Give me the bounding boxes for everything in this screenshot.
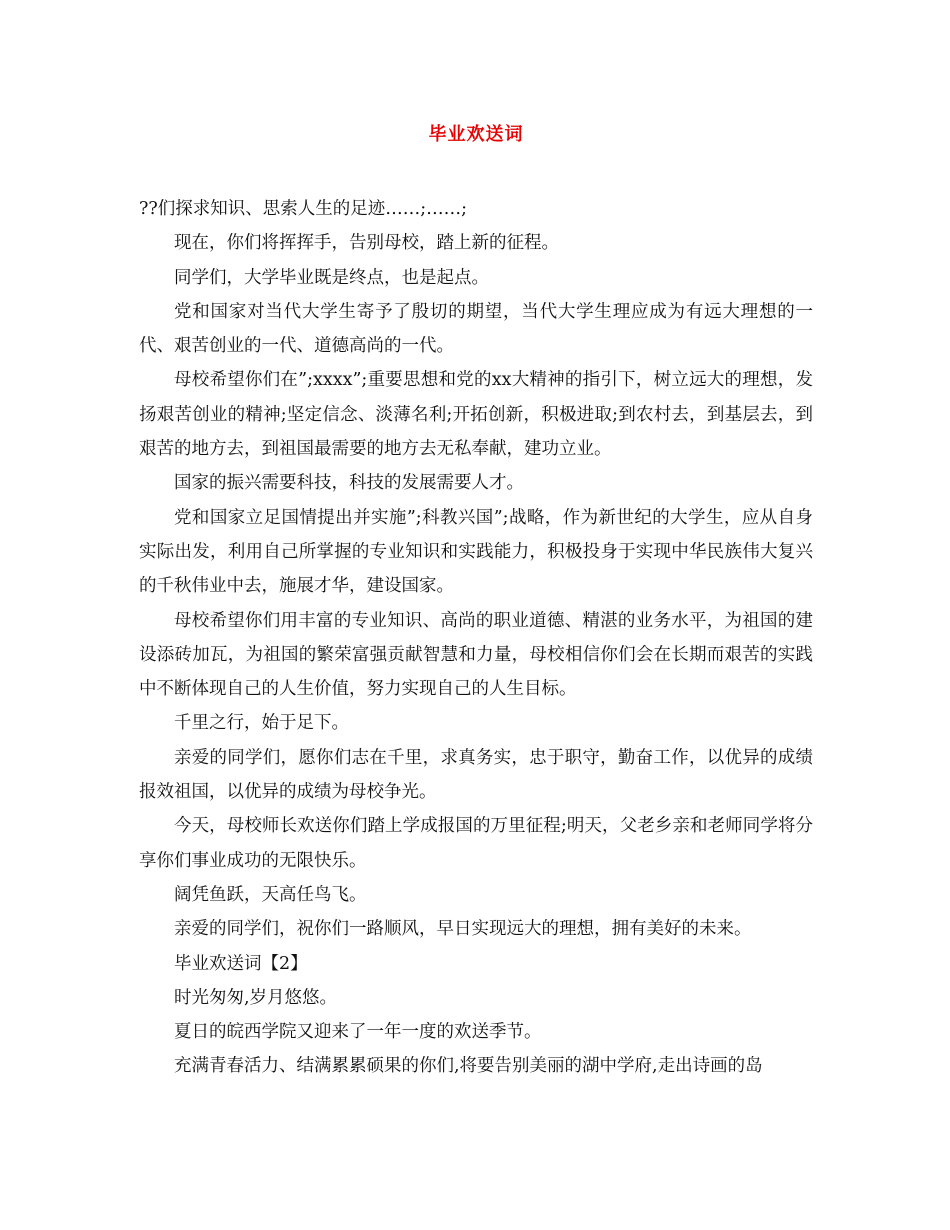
paragraph-3: 同学们，大学毕业既是终点，也是起点。 bbox=[174, 267, 489, 288]
section-heading-2: 毕业欢送词【2】 bbox=[174, 953, 308, 974]
paragraph-17: 充满青春活力、结满累累硕果的你们,将要告别美丽的湖中学府,走出诗画的岛 bbox=[174, 1056, 763, 1077]
paragraph-4: 党和国家对当代大学生寄予了殷切的期望，当代大学生理应成为有远大理想的一代、艰苦创业的一代、道德高尚的一代。 bbox=[139, 301, 813, 357]
paragraph-6: 国家的振兴需要科技，科技的发展需要人才。 bbox=[174, 473, 524, 494]
paragraph-11: 今天，母校师长欢送你们踏上学成报国的万里征程;明天，父老乡亲和老师同学将分享你们事业成功的无限快乐。 bbox=[139, 816, 813, 871]
paragraph-16: 夏日的皖西学院又迎来了一年一度的欢送季节。 bbox=[174, 1022, 542, 1043]
paragraph-8: 母校希望你们用丰富的专业知识、高尚的职业道德、精湛的业务水平，为祖国的建设添砖加瓦，为祖国的繁荣富强贡献智慧和力量，母校相信你们会在长期而艰苦的实践中不断体现自己的人生价值，努力实现自己的人生目标。 bbox=[139, 610, 813, 700]
paragraph-9: 千里之行，始于足下。 bbox=[174, 713, 349, 734]
document-title: 毕业欢送词 bbox=[428, 124, 524, 145]
paragraph-15: 时光匆匆,岁月悠悠。 bbox=[174, 987, 338, 1008]
paragraph-2: 现在，你们将挥挥手，告别母校，踏上新的征程。 bbox=[174, 233, 559, 254]
paragraph-12: 阔凭鱼跃，天高任鸟飞。 bbox=[174, 884, 367, 905]
paragraph-5: 母校希望你们在”;xxxx”;重要思想和党的xx大精神的指引下，树立远大的理想，发扬艰苦创业的精神;坚定信念、淡薄名利;开拓创新，积极进取;到农村去，到基层去，到艰苦的地方去，到祖国最需要的地方去无私奉献，建功立业。 bbox=[139, 370, 813, 460]
paragraph-1: ??们探求知识、思索人生的足迹……;……; bbox=[139, 199, 468, 219]
paragraph-13: 亲爱的同学们，祝你们一路顺风，早日实现远大的理想，拥有美好的未来。 bbox=[174, 919, 752, 940]
paragraph-7: 党和国家立足国情提出并实施”;科教兴国”;战略，作为新世纪的大学生，应从自身实际出发，利用自己所掌握的专业知识和实践能力，积极投身于实现中华民族伟大复兴的千秋伟业中去，施展才华，建设国家。 bbox=[139, 507, 813, 597]
paragraph-10: 亲爱的同学们，愿你们志在千里，求真务实，忠于职守，勤奋工作，以优异的成绩报效祖国，以优异的成绩为母校争光。 bbox=[139, 747, 813, 803]
